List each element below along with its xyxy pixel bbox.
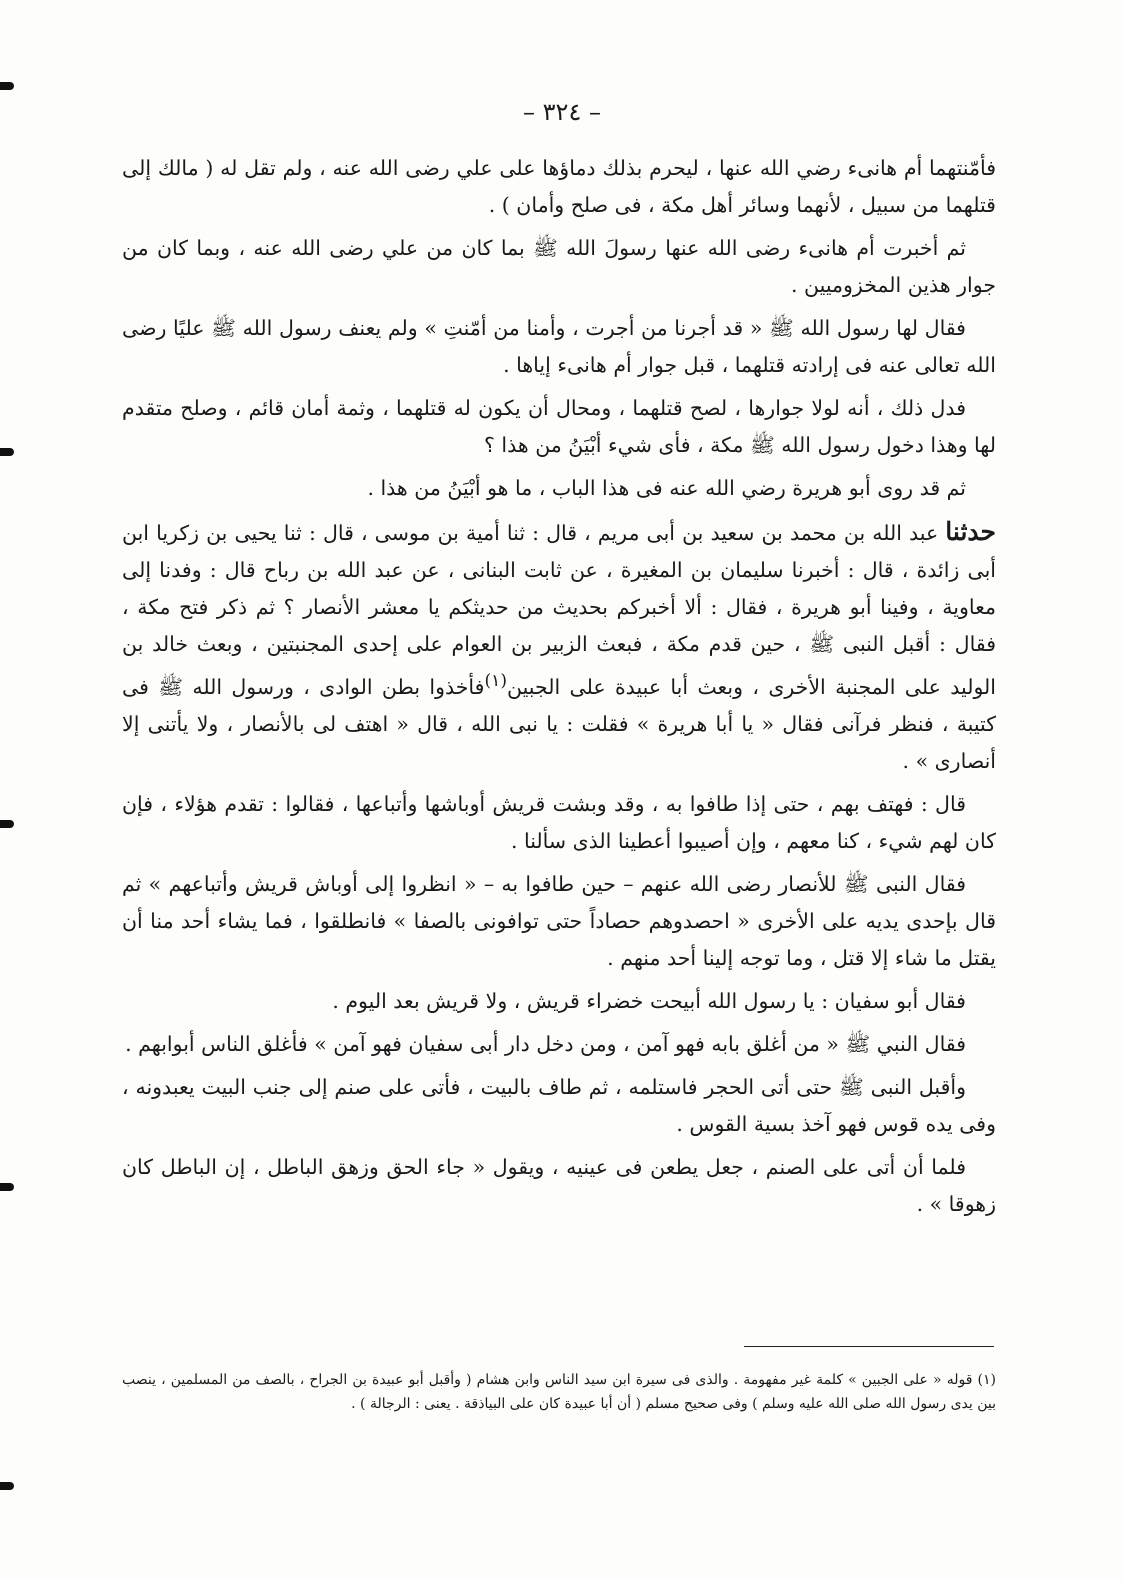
footnote: (١) قوله « على الجبين » كلمة غير مفهومة . والذى فى سيرة ابن سيد الناس وابن هشام ( وأقبل أبو عبيدة بن الجراح ، بالصف من المسلمين ، ينصب بين يدى رسول الله صلى الله عليه وسلم ) وفى صحيح مسلم ( أن أبا عبيدة كان على البياذقة . يعنى : الرجالة ) . [122, 1372, 996, 1412]
paragraph-1: فأمّنتهما أم هانىء رضي الله عنها ، ليحرم بذلك دماؤها على علي رضى الله عنه ، ولم تقل له ( مالك إلى قتلهما من سبيل ، لأنهما وسائر أهل مكة ، فى صلح وأمان ) . [122, 156, 996, 217]
scan-edge-mark [0, 82, 14, 90]
paragraph-2: ثم أخبرت أم هانىء رضى الله عنها رسولَ الله ﷺ بما كان من علي رضى الله عنه ، وبما كان من جوار هذين المخزوميين . [122, 236, 996, 297]
scan-edge-mark [0, 448, 14, 456]
paragraph-3: فقال لها رسول الله ﷺ « قد أجرنا من أجرت ، وأمنا من أمّنتِ » ولم يعنف رسول الله ﷺ عليًا رضى الله تعالى عنه فى إرادته قتلهما ، قبل جوار أم هانىء إياها . [122, 316, 996, 377]
paragraph-11: فلما أن أتى على الصنم ، جعل يطعن فى عينيه ، ويقول « جاء الحق وزهق الباطل ، إن الباطل كان زهوقا » . [122, 1154, 996, 1216]
hadith-lead-word: حدثنا [945, 517, 996, 546]
paragraph-7: فقال النبى ﷺ للأنصار رضى الله عنهم – حين طافوا به – « انظروا إلى أوباش قريش وأتباعهم » ثم قال بإحدى يديه على الأخرى « احصدوهم حصاداً حتى توافونى بالصفا » فانطلقوا ، فما يشاء أحد منا أن يقتل ما شاء إلا قتل ، وما توجه إلينا أحد منهم . [122, 871, 996, 970]
footnote-reference: (١) [484, 671, 507, 691]
paragraph-6: قال : فهتف بهم ، حتى إذا طافوا به ، وقد وبشت قريش أوباشها وأتباعها ، فقالوا : تقدم هؤلاء ، فإن كان لهم شيء ، كنا معهم ، وإن أصيبوا أعطينا الذى سألنا . [122, 791, 996, 853]
hadith-text-continued: فأخذوا بطن الوادى ، ورسول الله ﷺ فى كتيبة ، فنظر فرآنى فقال « يا أبا هريرة » فقلت : يا نبى الله ، قال « اهتف لى بالأنصار ، ولا يأتنى إلا أنصارى » . [122, 674, 996, 773]
scan-edge-mark [0, 1183, 14, 1191]
footnote-separator [744, 1346, 994, 1347]
paragraph-8: فقال أبو سفيان : يا رسول الله أبيحت خضراء قريش ، ولا قريش بعد اليوم . [332, 988, 966, 1013]
paragraph-9: فقال النبي ﷺ « من أغلق بابه فهو آمن ، ومن دخل دار أبى سفيان فهو آمن » فأغلق الناس أبوابهم . [125, 1031, 966, 1056]
main-text [122, 150, 996, 1229]
page-number: – ٣٢٤ – [523, 98, 601, 126]
hadith-text: عبد الله بن محمد بن سعيد بن أبى مريم ، قال : ثنا أمية بن موسى ، قال : ثنا يحيى بن زكريا ابن أبى زائدة ، قال : أخبرنا سليمان بن المغيرة ، عن ثابت البنانى ، عن عبد الله بن رباح قال : وفدنا إلى معاوية ، وفينا أبو هريرة ، فقال : ألا أخبركم بحديث من حديثكم يا معشر الأنصار ؟ ثم ذكر فتح مكة ، فقال : أقبل النبى ﷺ ، حين قدم مكة ، فبعث الزبير بن العوام على إحدى المجنبتين ، وبعث خالد بن الوليد على المجنبة الأخرى ، وبعث أبا عبيدة على الجبين [122, 521, 996, 699]
paragraph-4: فدل ذلك ، أنه لولا جوارها ، لصح قتلهما ، ومحال أن يكون له قتلهما ، وثمة أمان قائم ، وصلح متقدم لها وهذا دخول رسول الله ﷺ مكة ، فأى شيء أبْيَنُ من هذا ؟ [122, 396, 996, 457]
scan-edge-mark [0, 1482, 14, 1490]
paragraph-hadith [122, 513, 996, 780]
scan-edge-mark [0, 820, 14, 828]
paragraph-5: ثم قد روى أبو هريرة رضي الله عنه فى هذا الباب ، ما هو أبْيَنُ من هذا . [367, 476, 966, 500]
paragraph-10: وأقبل النبى ﷺ حتى أتى الحجر فاستلمه ، ثم طاف بالبيت ، فأتى على صنم إلى جنب البيت يعبدونه ، وفى يده قوس فهو آخذ بسية القوس . [122, 1074, 996, 1136]
